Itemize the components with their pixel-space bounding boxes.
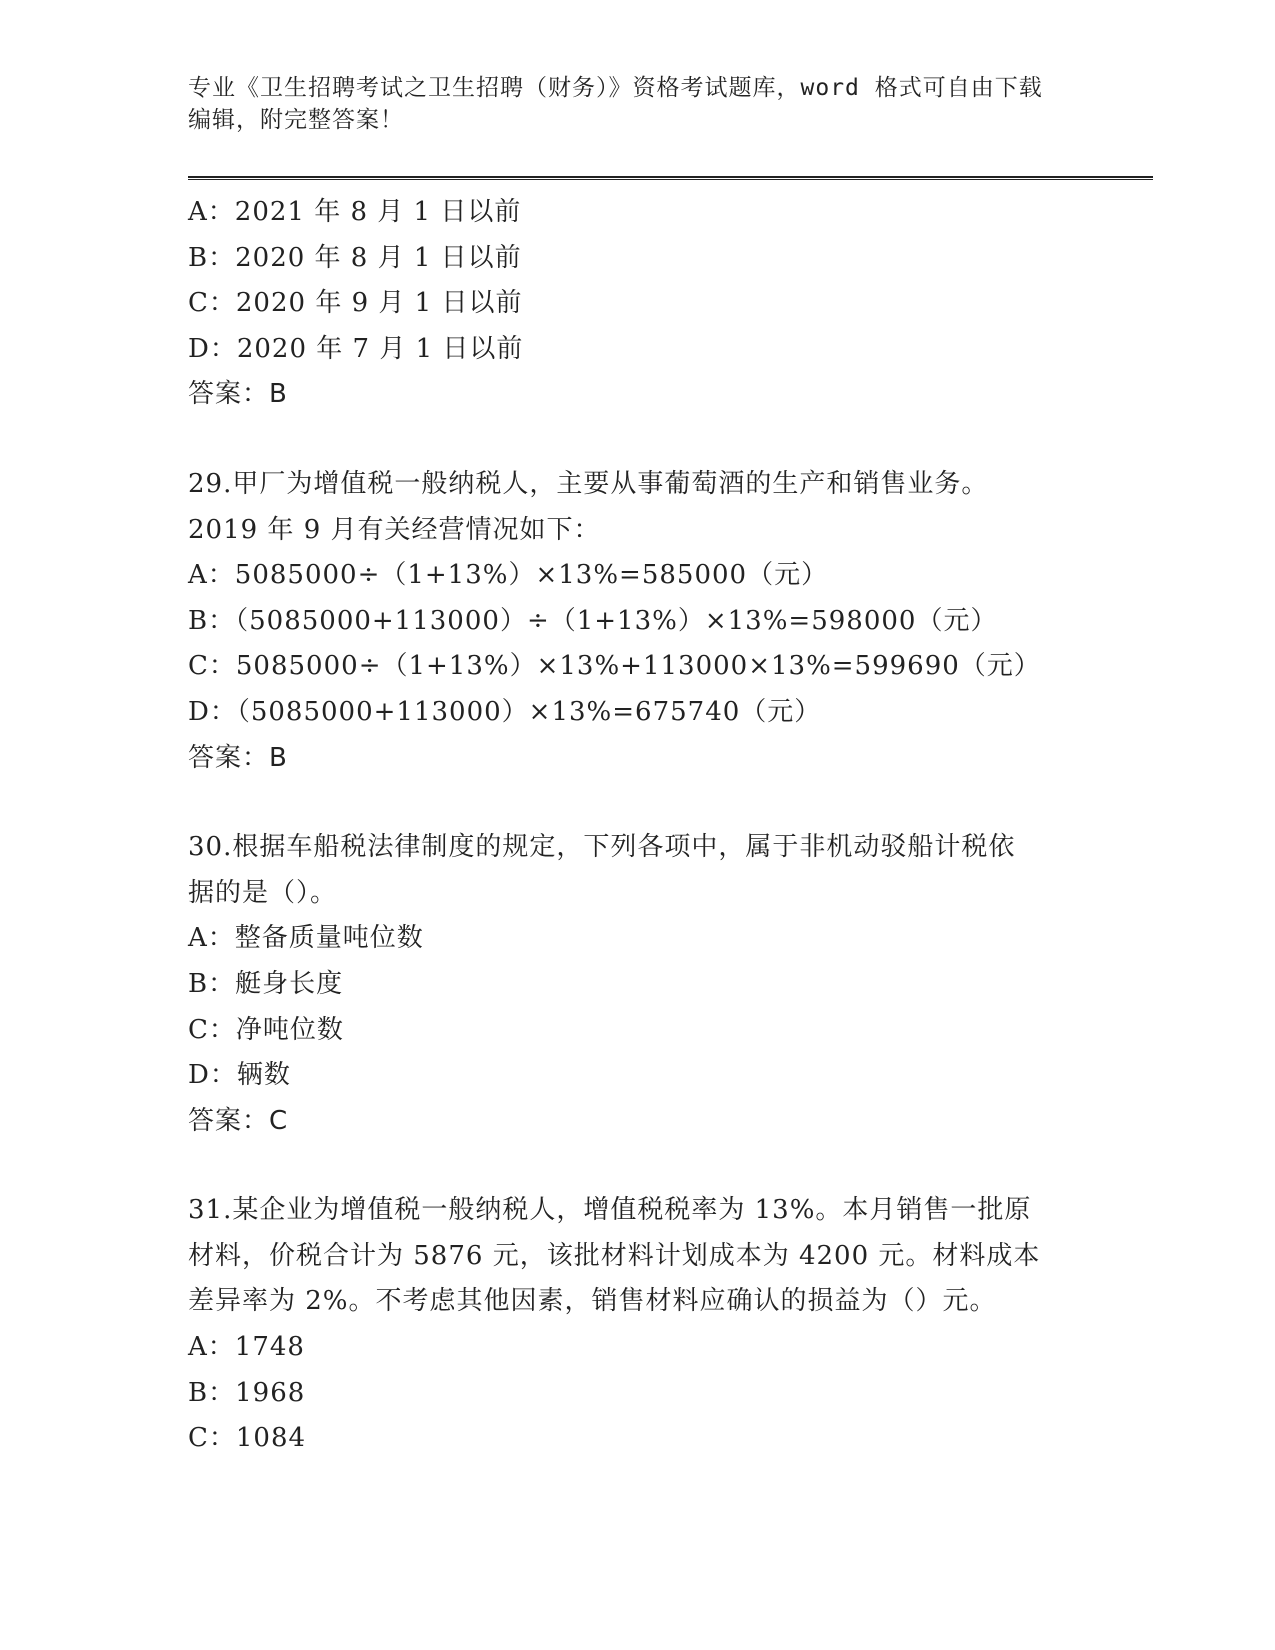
spacer (188, 1144, 1108, 1188)
option-c: C：2020 年 9 月 1 日以前 (188, 288, 523, 319)
option-d: D：（5085000+113000）×13%=675740（元） (188, 696, 822, 727)
option-b: B：2020 年 8 月 1 日以前 (188, 242, 522, 273)
option-c: C：1084 (188, 1423, 307, 1454)
answer-line: 答案：B (188, 742, 288, 773)
spacer (188, 418, 1108, 462)
option-a: A：5085000÷（1+13%）×13%=585000（元） (188, 560, 829, 591)
option-a: A：1748 (188, 1332, 305, 1363)
question-28 (188, 190, 1108, 418)
question-29 (188, 462, 1108, 781)
question-stem-line: 差异率为 2%。不考虑其他因素，销售材料应确认的损益为（）元。 (188, 1286, 997, 1317)
question-stem-line: 2019 年 9 月有关经营情况如下： (188, 514, 601, 545)
option-b: B：艇身长度 (188, 968, 344, 999)
option-d: D：2020 年 7 月 1 日以前 (188, 333, 524, 364)
header-line-1: 专业《卫生招聘考试之卫生招聘（财务）》资格考试题库，word 格式可自由下载 (188, 75, 1043, 101)
option-b: B：（5085000+113000）÷（1+13%）×13%=598000（元） (188, 605, 998, 636)
question-stem-line: 30.根据车船税法律制度的规定，下列各项中，属于非机动驳船计税依 (188, 832, 1016, 863)
option-a: A：2021 年 8 月 1 日以前 (188, 197, 522, 227)
question-stem-line: 31.某企业为增值税一般纳税人，增值税税率为 13%。本月销售一批原 (188, 1195, 1032, 1226)
question-30 (188, 825, 1108, 1144)
question-stem-line: 29.甲厂为增值税一般纳税人，主要从事葡萄酒的生产和销售业务。 (188, 468, 989, 499)
question-list (188, 190, 1108, 1462)
header-line-2: 编辑，附完整答案！ (188, 107, 404, 133)
option-d: D：辆数 (188, 1060, 291, 1091)
question-stem-line: 材料，价税合计为 5876 元，该批材料计划成本为 4200 元。材料成本 (188, 1240, 1041, 1271)
option-c: C：5085000÷（1+13%）×13%+113000×13%=599690（元） (188, 651, 1041, 682)
header-divider (188, 176, 1153, 180)
option-b: B：1968 (188, 1377, 306, 1408)
answer-line: 答案：B (188, 379, 288, 410)
option-a: A：整备质量吨位数 (188, 923, 424, 954)
question-31 (188, 1188, 1108, 1462)
document-header (188, 72, 1088, 136)
question-stem-line: 据的是（）。 (188, 877, 338, 908)
option-c: C：净吨位数 (188, 1014, 344, 1045)
answer-line: 答案：C (188, 1105, 289, 1136)
spacer (188, 781, 1108, 825)
